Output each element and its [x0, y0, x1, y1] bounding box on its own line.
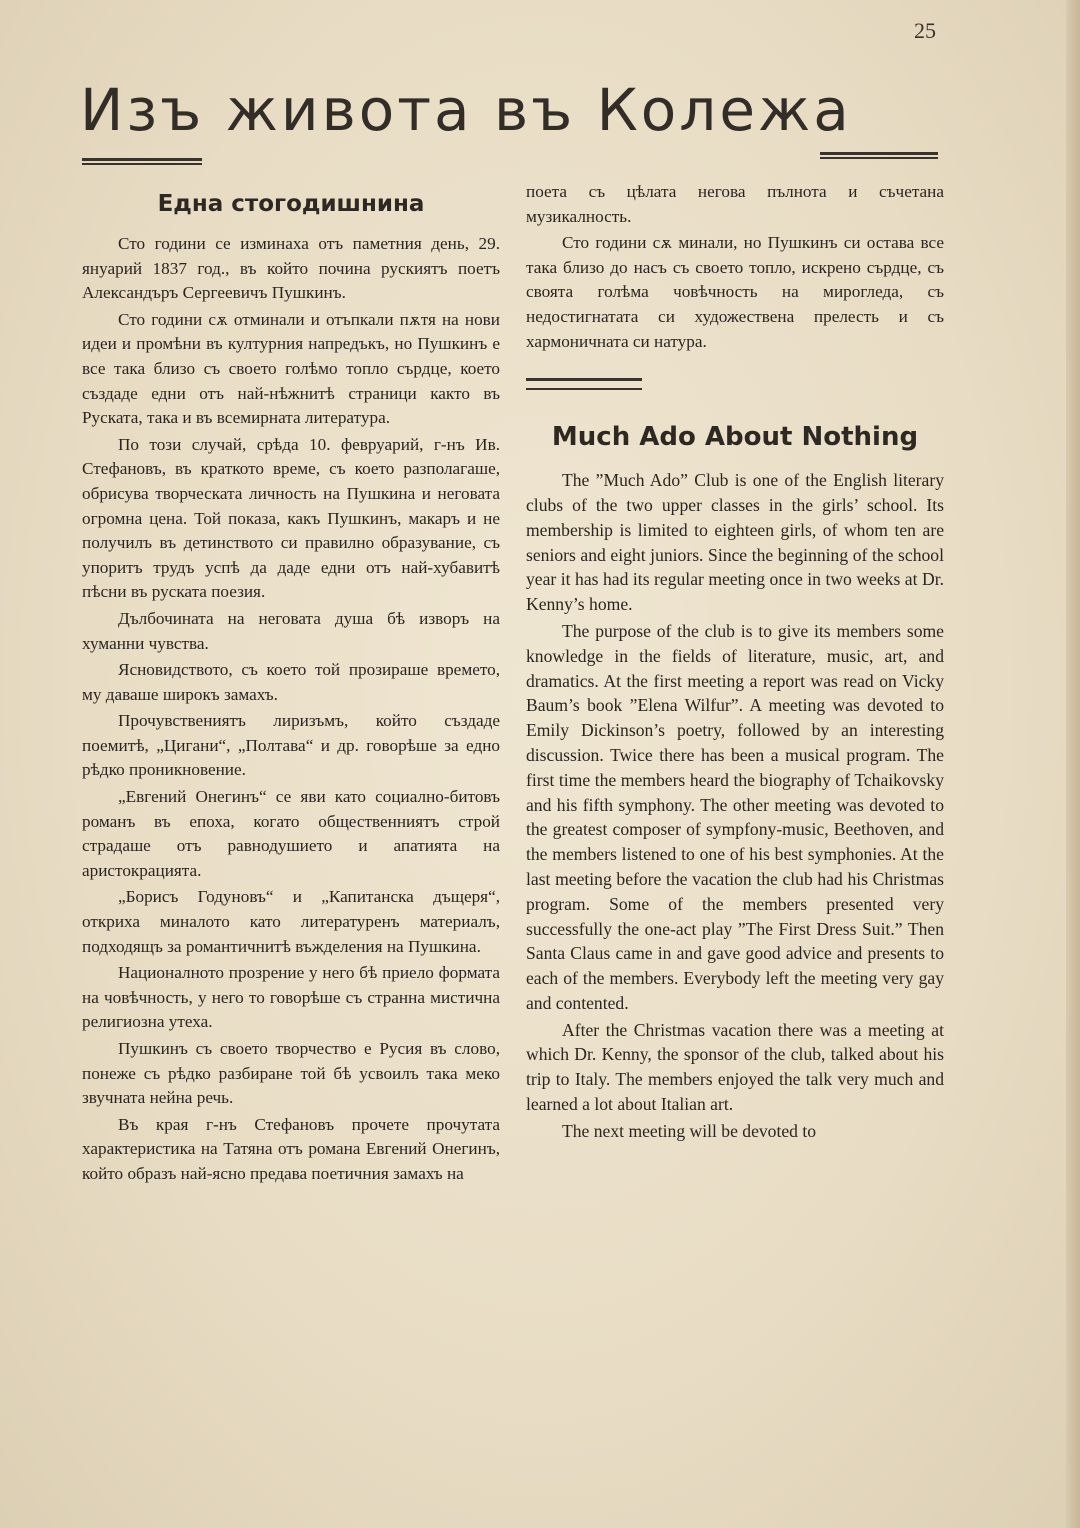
- english-paragraph: The next meeting will be devoted to: [562, 1120, 817, 1141]
- bulgarian-paragraph: Дълбочината на неговата душа бѣ изворъ на хуманни чувства.: [82, 608, 500, 653]
- bulgarian-paragraph: Пушкинъ съ своето творчество е Русия въ слово, понеже съ рѣдко разбиране той бѣ усвоилъ така меко звучната нейна речь.: [82, 1039, 500, 1108]
- page-title: Изъ живота въ Колежа: [80, 76, 852, 144]
- page-edge-shadow: [1066, 0, 1080, 1528]
- bulgarian-paragraph: „Евгений Онегинъ“ се яви като социално-битовъ романъ въ епоха, когато общественниятъ строй страдаше отъ равнодушието и апатията на аристокрацията.: [82, 787, 500, 880]
- page-number: 25: [914, 18, 936, 43]
- bulgarian-paragraph: „Борисъ Годуновъ“ и „Капитанска дъщеря“, откриха миналото като литературенъ материалъ, подходящъ за романтичнитѣ въжделения на Пушкина.: [82, 887, 500, 956]
- bulgarian-continuation: поета съ цѣлата негова пълнота и съчетана музикалность.: [526, 182, 944, 226]
- bulgarian-continuation: Сто години сѫ минали, но Пушкинъ си остава все така близо до насъ съ своето топло, искрено сърдце, съ своята голѣма човѣчность на мирогледа, съ недостигнатата си художествена прелесть и съ хармоничната си натура.: [526, 233, 944, 351]
- bulgarian-paragraph: Ясновидството, съ което той прозираше времето, му даваше широкъ замахъ.: [82, 660, 500, 704]
- bulgarian-paragraph: Сто години сѫ отминали и отъпкали пѫтя на нови идеи и промѣни въ културния напредъкъ, но Пушкинъ е все така близо съ своето голѣмо топло сърдце, което създаде едни отъ най-нѣжнитѣ страници както въ Руската, така и въ всемирната литература.: [82, 309, 500, 428]
- english-paragraph: The purpose of the club is to give its members some knowledge in the fields of literature, music, art, and dramatics. At the first meeting a report was read on Vicky Baum’s book ”Elena Wilfur”. A meeting was devoted to Emily Dickinson’s poetry, followed by an interesting discussion. Twice there has been a musical program. The first time the members heard the biography of Tchaikovsky and his fifth symphony. The other meeting was devoted to the greatest composer of sympfony-music, Beethoven, and the members listened to one of his best symphonies. At the last meeting before the vacation the club had his Christmas program. Some of the members presented very successfully the one-act play ”The First Dress Suit.” Then Santa Claus came in and gave good advice and presents to each of the members. Everybody left the meeting very gay and contented.: [526, 620, 944, 1013]
- title-rule-right: [820, 152, 938, 159]
- left-column: [82, 180, 500, 1187]
- bulgarian-paragraph: Въ края г-нъ Стефановъ прочете прочутата характеристика на Татяна отъ романа Евгений Онегинъ, който образъ най-ясно предава поетичния замахъ на: [82, 1114, 500, 1183]
- bulgarian-article-heading: Една стогодишнина: [157, 191, 425, 217]
- english-article-heading: Much Ado About Nothing: [551, 422, 919, 453]
- english-article-body: [526, 468, 944, 1144]
- bulgarian-paragraph: Националното прозрение у него бѣ приело формата на човѣчность, у него то говорѣше съ странна мистична религиозна утеха.: [82, 963, 500, 1032]
- english-paragraph: The ”Much Ado” Club is one of the English literary clubs of the two upper classes in the girls’ school. Its membership is limited to eighteen girls, of whom ten are seniors and eight juniors. Since the beginning of the school year it has had its regular meeting once in two weeks at Dr. Kenny’s home.: [526, 470, 944, 615]
- bulgarian-paragraph: По този случай, срѣда 10. февруарий, г-нъ Ив. Стефановъ, въ краткото време, съ което разполагаше, обрисува творческата личность на Пушкина и неговата огромна цена. Той показа, какъ Пушкинъ, макаръ и не получилъ въ детинството си правилно образувание, съ упоритъ трудъ успѣ да даде едни отъ най-хубавитѣ пѣсни въ руската поезия.: [82, 434, 500, 602]
- bulgarian-paragraph: Сто години се изминаха отъ паметния день, 29. януарий 1837 год., въ който почина рускиятъ поетъ Александъръ Сергеевичъ Пушкинъ.: [82, 234, 500, 303]
- title-rule-left: [82, 158, 202, 165]
- section-divider: [526, 378, 642, 390]
- right-column: [526, 180, 944, 1144]
- bulgarian-paragraph: Прочувствениятъ лиризъмъ, който създаде поемитѣ, „Цигани“, „Полтава“ и др. говорѣше за едно рѣдко проникновение.: [82, 711, 500, 780]
- english-paragraph: After the Christmas vacation there was a meeting at which Dr. Kenny, the sponsor of the club, talked about his trip to Italy. The members enjoyed the talk very much and learned a lot about Italian art.: [526, 1019, 944, 1115]
